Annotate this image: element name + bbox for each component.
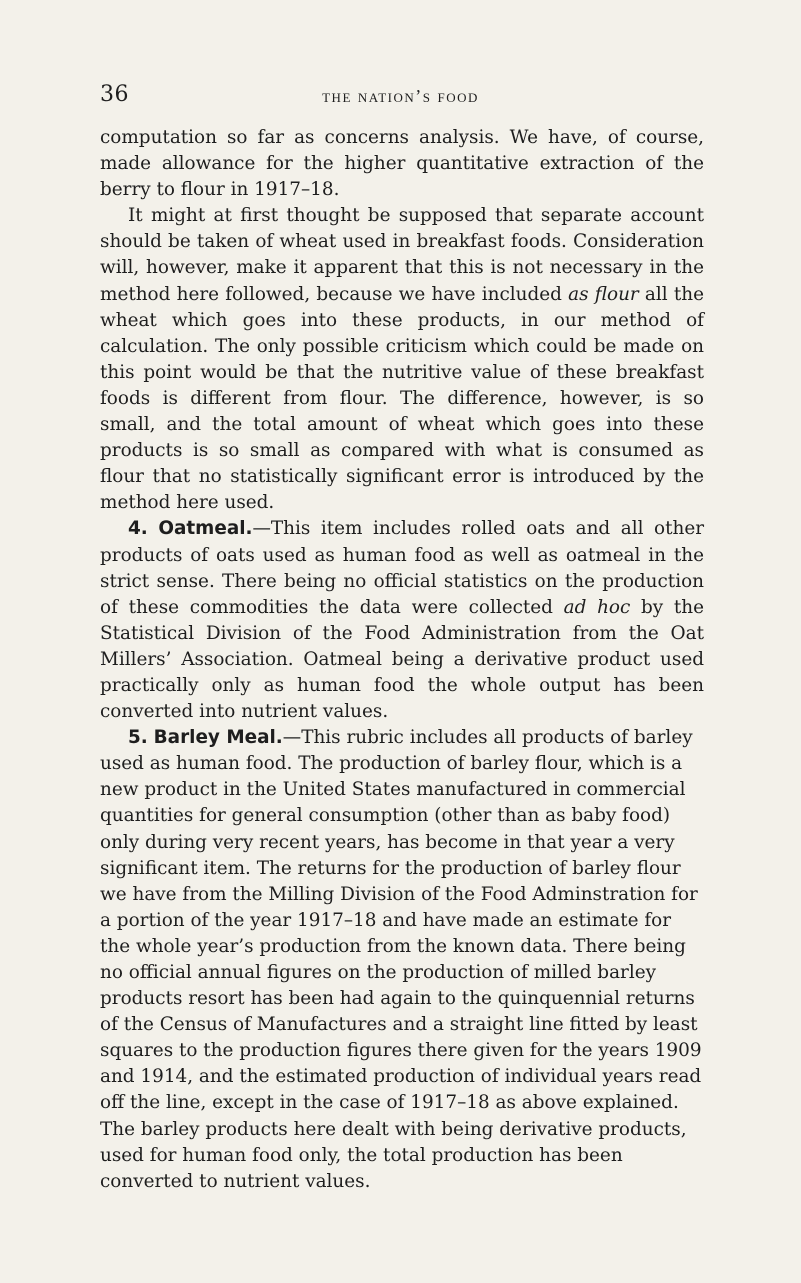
running-head: the nation’s food xyxy=(322,86,479,106)
section-number: 4. xyxy=(128,518,148,540)
paragraph-breakfast-foods xyxy=(100,203,704,516)
italic-phrase: as flour xyxy=(568,283,639,305)
section-heading: Barley Meal. xyxy=(153,727,283,749)
paragraph-continuation xyxy=(100,125,704,203)
body-text xyxy=(100,125,704,1195)
paragraph-text: —This item includes rolled oats and all other products of oats used as human food as well as oatmeal in the strict sense. There being no official statistics on the production of these commodities the data were collected xyxy=(100,518,704,618)
paragraph-text: —This rubric includes all products of barley used as human food. The production of barley flour, which is a new product in the United States manufactured in commercial quantities for general consumption (other than as baby food) only during very recent years, has become in that year a very significant item. The returns for the production of barley flour we have from the Milling Division of the Food Adminstration for a portion of the year 1917–18 and have made an estimate for the whole year’s production from the known data. There being no official annual figures on the production of milled barley products resort has been had again to the quinquennial returns of the Census of Manufactures and a straight line fitted by least squares to the production figures there given for the years 1909 and 1914, and the estimated production of individual years read off the line, except in the case of 1917–18 as above explained. The barley products here dealt with being derivative products, used for human food only, the total production has been converted to nutrient values. xyxy=(100,727,702,1192)
page-number: 36 xyxy=(100,82,129,107)
paragraph-text: computation so far as concerns analysis. We have, of course, made allowance for the higher quantitative extraction of the berry to flour in 1917–18. xyxy=(100,127,704,201)
section-heading: Oatmeal. xyxy=(158,518,253,540)
italic-phrase: ad hoc xyxy=(563,596,631,618)
paragraph-oatmeal xyxy=(100,516,704,725)
paragraph-text: by the Statistical Division of the Food Administration from the Oat Millers’ Association. Oatmeal being a derivative product used practically only as human food the whole output has been converted into nutrient values. xyxy=(100,596,704,723)
paragraph-text: It might at first thought be supposed that separate account should be taken of wheat used in breakfast foods. Consideration will, however, make it apparent that this is not necessary in the method here followed, because we have included xyxy=(100,205,704,305)
paragraph-text: all the wheat which goes into these products, in our method of calculation. The only possible criticism which could be made on this point would be that the nutritive value of these breakfast foods is different from flour. The difference, however, is so small, and the total amount of wheat which goes into these products is so small as compared with what is consumed as flour that no statistically significant error is introduced by the method here used. xyxy=(100,283,704,514)
paragraph-barley-meal xyxy=(100,725,704,1195)
section-number: 5. xyxy=(128,727,148,749)
